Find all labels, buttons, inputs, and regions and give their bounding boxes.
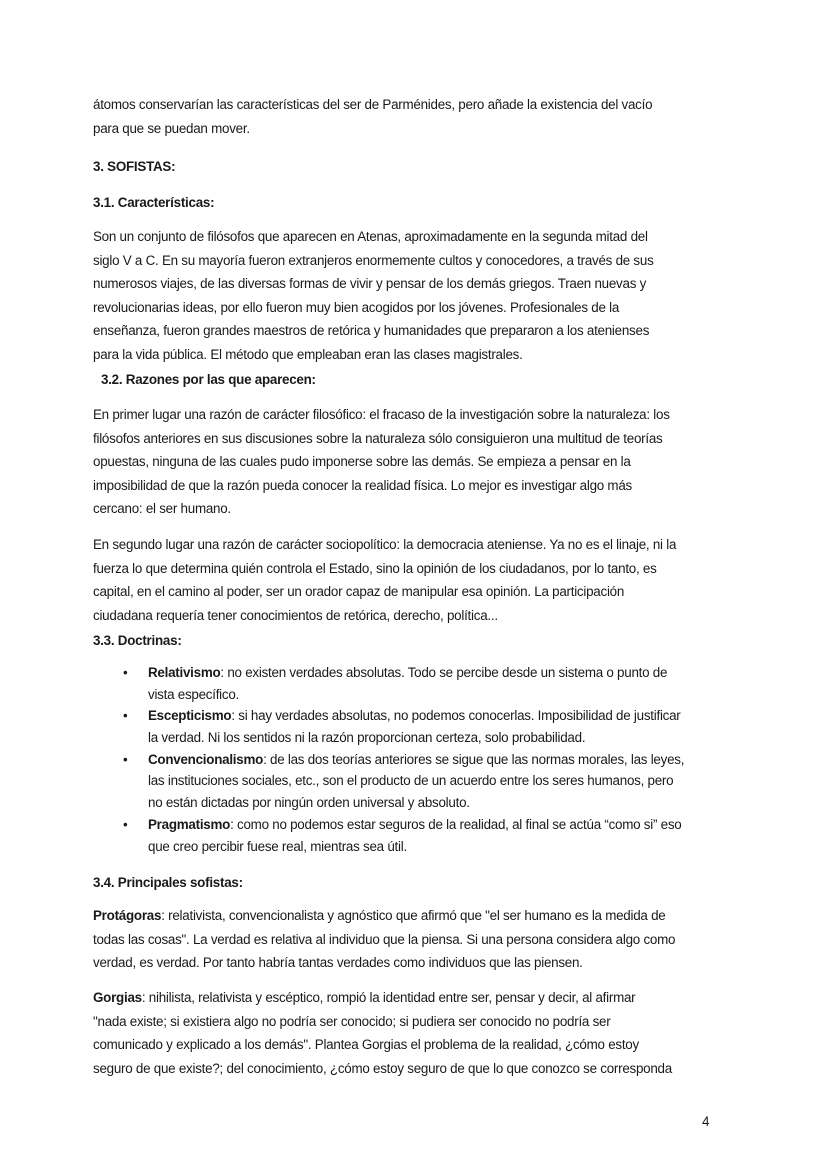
text-line: todas las cosas". La verdad es relativa al individuo que la piensa. Si una persona considera algo como [93, 931, 676, 947]
text-line: "nada existe; si existiera algo no podría ser conocido; si pudiera ser conocido no podría ser [93, 1013, 611, 1029]
doctrine-item [93, 814, 743, 857]
text-line: capital, en el camino al poder, ser un orador capaz de manipular esa opinión. La participación [93, 584, 625, 599]
text-line: seguro de que existe?; del conocimiento, ¿cómo estoy seguro de que lo que conozco se corresponda [93, 1060, 672, 1076]
doctrine-item [93, 662, 743, 705]
text-line: cercano: el ser humano. [93, 501, 231, 516]
text-line: imposibilidad de que la razón pueda conocer la realidad física. Lo mejor es investigar algo más [93, 477, 632, 493]
paragraph-gorgias [93, 986, 743, 1080]
text-line: la verdad. Ni los sentidos ni la razón proporcionan certeza, solo probabilidad. [148, 730, 586, 746]
paragraph-razon-filosofica [93, 403, 743, 521]
page-number: 4 [702, 1114, 710, 1129]
text-line: enseñanza, fueron grandes maestros de retórica y humanidades que prepararon a los atenienses [93, 323, 650, 338]
text-line: átomos conservarían las características del ser de Parménides, pero añade la existencia del vacío [93, 97, 653, 112]
text-line: En primer lugar una razón de carácter filosófico: el fracaso de la investigación sobre la naturaleza: los [93, 407, 670, 422]
bullet-icon: • [123, 816, 128, 832]
text-line: filósofos anteriores en sus discusiones sobre la naturaleza sólo consiguieron una multitud de teorías [93, 430, 663, 446]
doctrines-list [93, 662, 743, 857]
text-line: numerosos viajes, de las diversas formas de vivir y pensar de los demás griegos. Traen nuevas y [93, 276, 647, 291]
paragraph-caracteristicas [93, 225, 743, 366]
doctrine-item [93, 749, 743, 814]
heading-caracteristicas: 3.1. Características: [93, 195, 215, 210]
text-line: Son un conjunto de filósofos que aparecen en Atenas, aproximadamente en la segunda mitad del [93, 229, 648, 244]
heading-principales-sofistas: 3.4. Principales sofistas: [93, 875, 243, 890]
heading-razones: 3.2. Razones por las que aparecen: [101, 372, 316, 387]
text-line: : nihilista, relativista y escéptico, rompió la identidad entre ser, pensar y decir, al afirmar [141, 990, 636, 1005]
paragraph-protagoras [93, 904, 743, 975]
text-line: que creo percibir fuese real, mientras sea útil. [148, 838, 407, 854]
text-line: opuestas, ninguna de las cuales pudo imponerse sobre las demás. Se empieza a pensar en la [93, 454, 631, 469]
text-line: siglo V a C. En su mayoría fueron extranjeros enormemente cultos y conocedores, a través de sus [93, 252, 654, 268]
text-line: : relativista, convencionalista y agnóstico que afirmó que "el ser humano es la medida de [161, 908, 666, 923]
doctrine-item [93, 705, 743, 748]
doctrine-term: Pragmatismo [148, 816, 231, 832]
text-line: comunicado y explicado a los demás". Plantea Gorgias el problema de la realidad, ¿cómo estoy [93, 1037, 639, 1052]
bullet-icon: • [123, 708, 128, 724]
text-line: revolucionarias ideas, por ello fueron muy bien acogidos por los jóvenes. Profesionales de la [93, 299, 620, 315]
doctrine-term: Escepticismo [148, 708, 232, 724]
heading-doctrinas: 3.3. Doctrinas: [93, 633, 182, 648]
bullet-icon: • [123, 665, 128, 680]
doctrine-term: Convencionalismo [148, 751, 264, 767]
paragraph-razon-sociopolitica [93, 533, 743, 627]
text-line: no están dictadas por ningún orden universal y absoluto. [148, 795, 470, 811]
doctrine-term: Relativismo [148, 665, 221, 680]
text-line: En segundo lugar una razón de carácter sociopolítico: la democracia ateniense. Ya no es el linaje, ni la [93, 537, 677, 552]
sophist-name: Protágoras [93, 908, 162, 923]
bullet-icon: • [123, 751, 128, 767]
text-line: para que se puedan mover. [93, 120, 250, 136]
heading-sofistas: 3. SOFISTAS: [93, 159, 176, 174]
text-line: : como no podemos estar seguros de la realidad, al final se actúa “como si” eso [230, 816, 682, 832]
text-line: : no existen verdades absolutas. Todo se percibe desde un sistema o punto de [220, 665, 668, 680]
text-line: las instituciones sociales, etc., son el producto de un acuerdo entre los seres humanos, pero [148, 773, 674, 789]
text-line: ciudadana requería tener conocimientos de retórica, derecho, política... [93, 607, 498, 623]
intro-paragraph [93, 93, 743, 140]
sophist-name: Gorgias [93, 990, 142, 1005]
text-line: verdad, es verdad. Por tanto habría tantas verdades como individuos que las piensen. [93, 955, 583, 970]
text-line: vista específico. [148, 686, 240, 702]
text-line: para la vida pública. El método que empleaban eran las clases magistrales. [93, 346, 523, 362]
text-line: fuerza lo que determina quién controla el Estado, sino la opinión de los ciudadanos, por lo tanto, es [93, 560, 657, 576]
text-line: : si hay verdades absolutas, no podemos conocerlas. Imposibilidad de justificar [231, 708, 681, 724]
text-line: : de las dos teorías anteriores se sigue que las normas morales, las leyes, [263, 751, 685, 767]
